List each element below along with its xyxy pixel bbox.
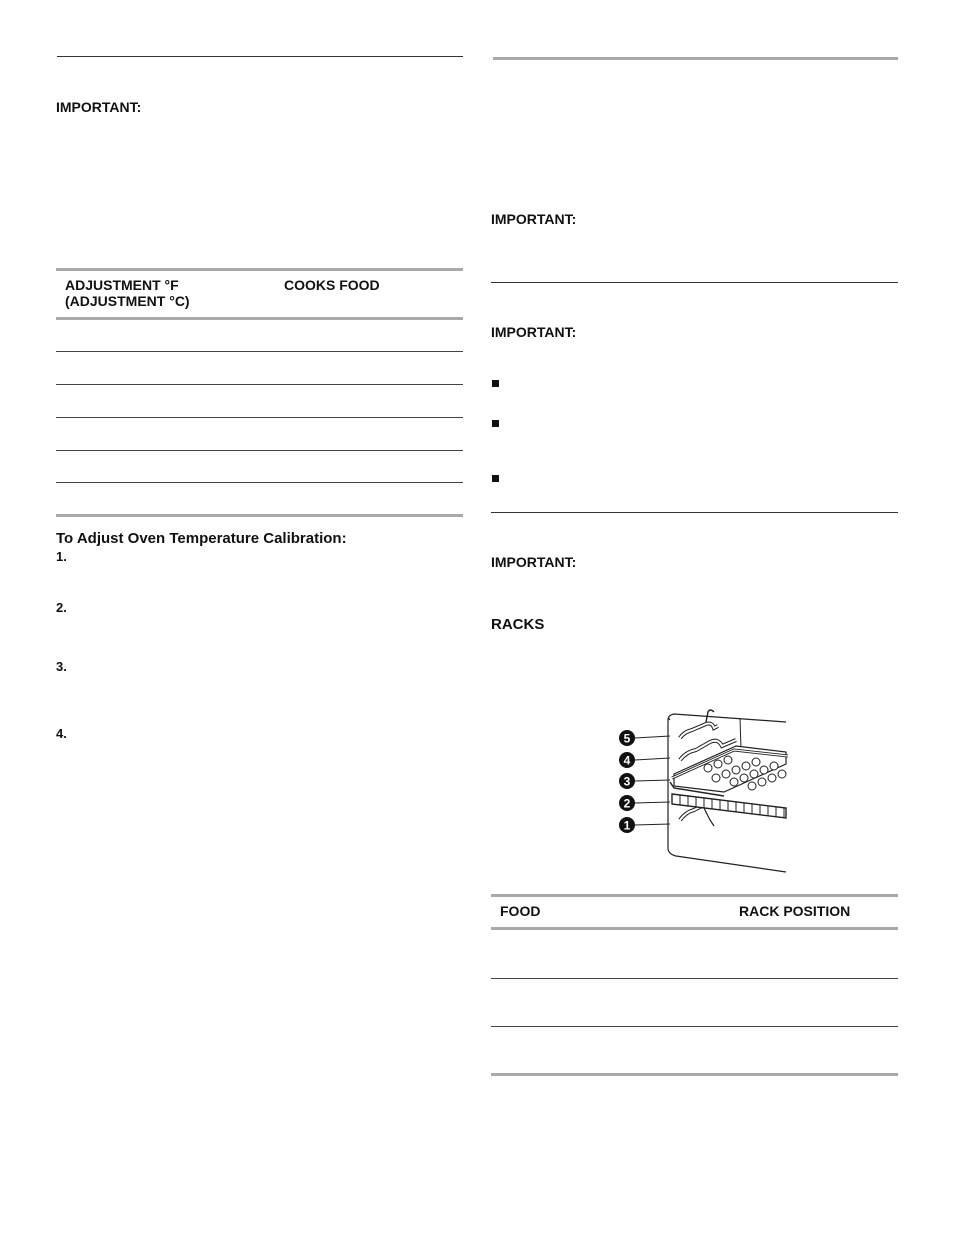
header-line-c: (ADJUSTMENT °C) <box>65 293 190 309</box>
step-number: 2. <box>56 600 67 615</box>
oven-rack-illustration <box>614 708 794 878</box>
header-line-f: ADJUSTMENT °F <box>65 277 179 293</box>
calibration-table-header-rule <box>56 317 463 320</box>
rack-position-1: 1 <box>623 818 631 833</box>
rack-table-top-rule <box>491 894 898 897</box>
oven-wall-outline <box>669 714 786 722</box>
bullet <box>492 475 499 482</box>
table-row <box>56 417 463 418</box>
important-label: IMPORTANT: <box>56 99 142 115</box>
step-number: 1. <box>56 549 67 564</box>
wire-rack <box>672 794 786 818</box>
wire-rack-support <box>704 808 714 826</box>
table-row <box>56 482 463 483</box>
racks-heading: RACKS <box>491 616 545 633</box>
rack-table-header-rack-position: RACK POSITION <box>739 903 851 919</box>
table-row <box>56 351 463 352</box>
procedure-title: To Adjust Oven Temperature Calibration: <box>56 530 347 547</box>
important-label: IMPORTANT: <box>491 211 577 227</box>
calibration-table-bottom-rule <box>56 514 463 517</box>
rack-table-header-food: FOOD <box>500 903 541 919</box>
section-rule-right-top <box>493 57 898 60</box>
rack-table-bottom-rule <box>491 1073 898 1076</box>
table-row <box>491 978 898 979</box>
rack-position-2: 2 <box>623 796 631 811</box>
section-rule <box>491 512 898 513</box>
rack-position-5: 5 <box>623 731 631 746</box>
table-row <box>491 1026 898 1027</box>
section-rule <box>491 282 898 283</box>
step-number: 4. <box>56 726 67 741</box>
table-row <box>56 450 463 451</box>
calibration-table-header-cooks-food: COOKS FOOD <box>284 277 380 293</box>
rack-position-3: 3 <box>623 774 631 789</box>
rack-position-4: 4 <box>623 753 631 768</box>
leader-lines <box>634 736 670 825</box>
bullet <box>492 380 499 387</box>
section-rule-left-top <box>57 56 463 57</box>
calibration-table-top-rule <box>56 268 463 271</box>
important-label: IMPORTANT: <box>491 324 577 340</box>
bullet <box>492 420 499 427</box>
rack-table-header-rule <box>491 927 898 930</box>
calibration-table-header-adjustment <box>65 277 190 309</box>
rack-position-badges <box>619 730 635 833</box>
step-number: 3. <box>56 659 67 674</box>
table-row <box>56 384 463 385</box>
important-label: IMPORTANT: <box>491 554 577 570</box>
